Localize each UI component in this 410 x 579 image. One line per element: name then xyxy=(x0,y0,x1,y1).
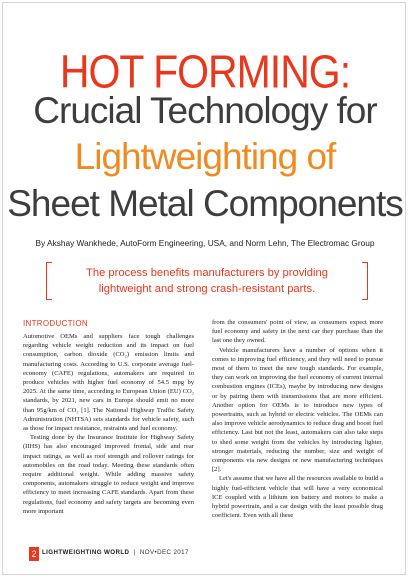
paragraph: from the consumers' point of view, as consumers expect more fuel economy and safety in the next car they purchase than the last one they owned. xyxy=(212,319,383,345)
pull-quote xyxy=(46,262,368,302)
pull-quote-line-1: The process benefits manufacturers by providing xyxy=(86,267,328,279)
title-line-3: Lightweighting of xyxy=(74,136,336,177)
pull-quote-line-2: lightweight and strong crash-resistant parts. xyxy=(98,283,316,295)
byline: By Akshay Wankhede, AutoForm Engineering, USA, and Norm Lehn, The Electromac Group xyxy=(35,238,375,248)
column-right xyxy=(212,318,383,520)
magazine-name: LIGHTWEIGHTING WORLD xyxy=(42,549,130,556)
page-number: 2 xyxy=(29,547,39,561)
paragraph: Vehicle manufacturers have a number of options when it comes to improving fuel efficiency, and they will need to pursue most of them to meet the new tough standards. For example, they can work on improving the fuel economy of current internal combustion engines (ICEs), maybe by introducing new designs or by pairing them with transmissions that are more efficient. Another option for OEMs is to introduce new types of powertrains, such as hybrid or electric vehicles. The OEMs can also improve vehicle aerodynamics to reduce drag and boost fuel efficiency. Last but not the least, automakers can also take steps to shed some weight from the vehicles by introducing lighter, stronger materials, reducing the number, size and weight of components via new designs or new manufacturing techniques [2]. xyxy=(212,346,383,474)
issue-date: NOV•DEC 2017 xyxy=(139,549,189,556)
paragraph: Testing done by the Insurance Institute for Highway Safety (IIHS) has also encouraged improved frontal, side and rear impact ratings, as well as roof strength and rollover ratings for automobiles on the road today. Meeting these standards often require additional weight. While adding massive safety components, automakers struggle to reduce weight and improve efficiency to meet increasing CAFE standards. Apart from these regulations, fuel economy and safety targets are becoming even more important xyxy=(23,434,194,515)
pull-quote-text xyxy=(56,265,358,297)
title-line-4: Sheet Metal Components xyxy=(7,183,403,224)
title-line-1: HOT FORMING: xyxy=(59,46,351,98)
column-left xyxy=(23,318,194,516)
bracket-right xyxy=(362,262,368,300)
footer-text xyxy=(42,549,189,556)
paragraph: Automotive OEMs and suppliers face tough challenges regarding vehicle weight reduction and its impact on fuel consumption, carbon dioxide (CO₂) emission limits and manufacturing costs. According to U.S. corporate average fuel-economy (CAFE) regulations, automakers are required to produce vehicles with higher fuel economy of 54.5 mpg by 2025. At the same time, according to European Union (EU) CO₂ standards, by 2021, new cars in Europe should emit no more than 95g/km of CO₂ [1]. The National Highway Traffic Safety Administration (NHTSA) sets standards for vehicle safety, such as those for impact resistance, restraints and fuel economy. xyxy=(23,333,194,433)
section-heading: INTRODUCTION xyxy=(23,319,88,328)
title-line-2: Crucial Technology for xyxy=(33,90,377,131)
bracket-left xyxy=(46,262,52,300)
footer-separator: | xyxy=(131,549,138,556)
paragraph: Let's assume that we have all the resources available to build a highly fuel-efficient vehicle that will have a very economical ICE coupled with a lithium ion battery and motors to make a hybrid powertrain, and a car design with the least possible drag coefficient. Even with all these xyxy=(212,475,383,520)
